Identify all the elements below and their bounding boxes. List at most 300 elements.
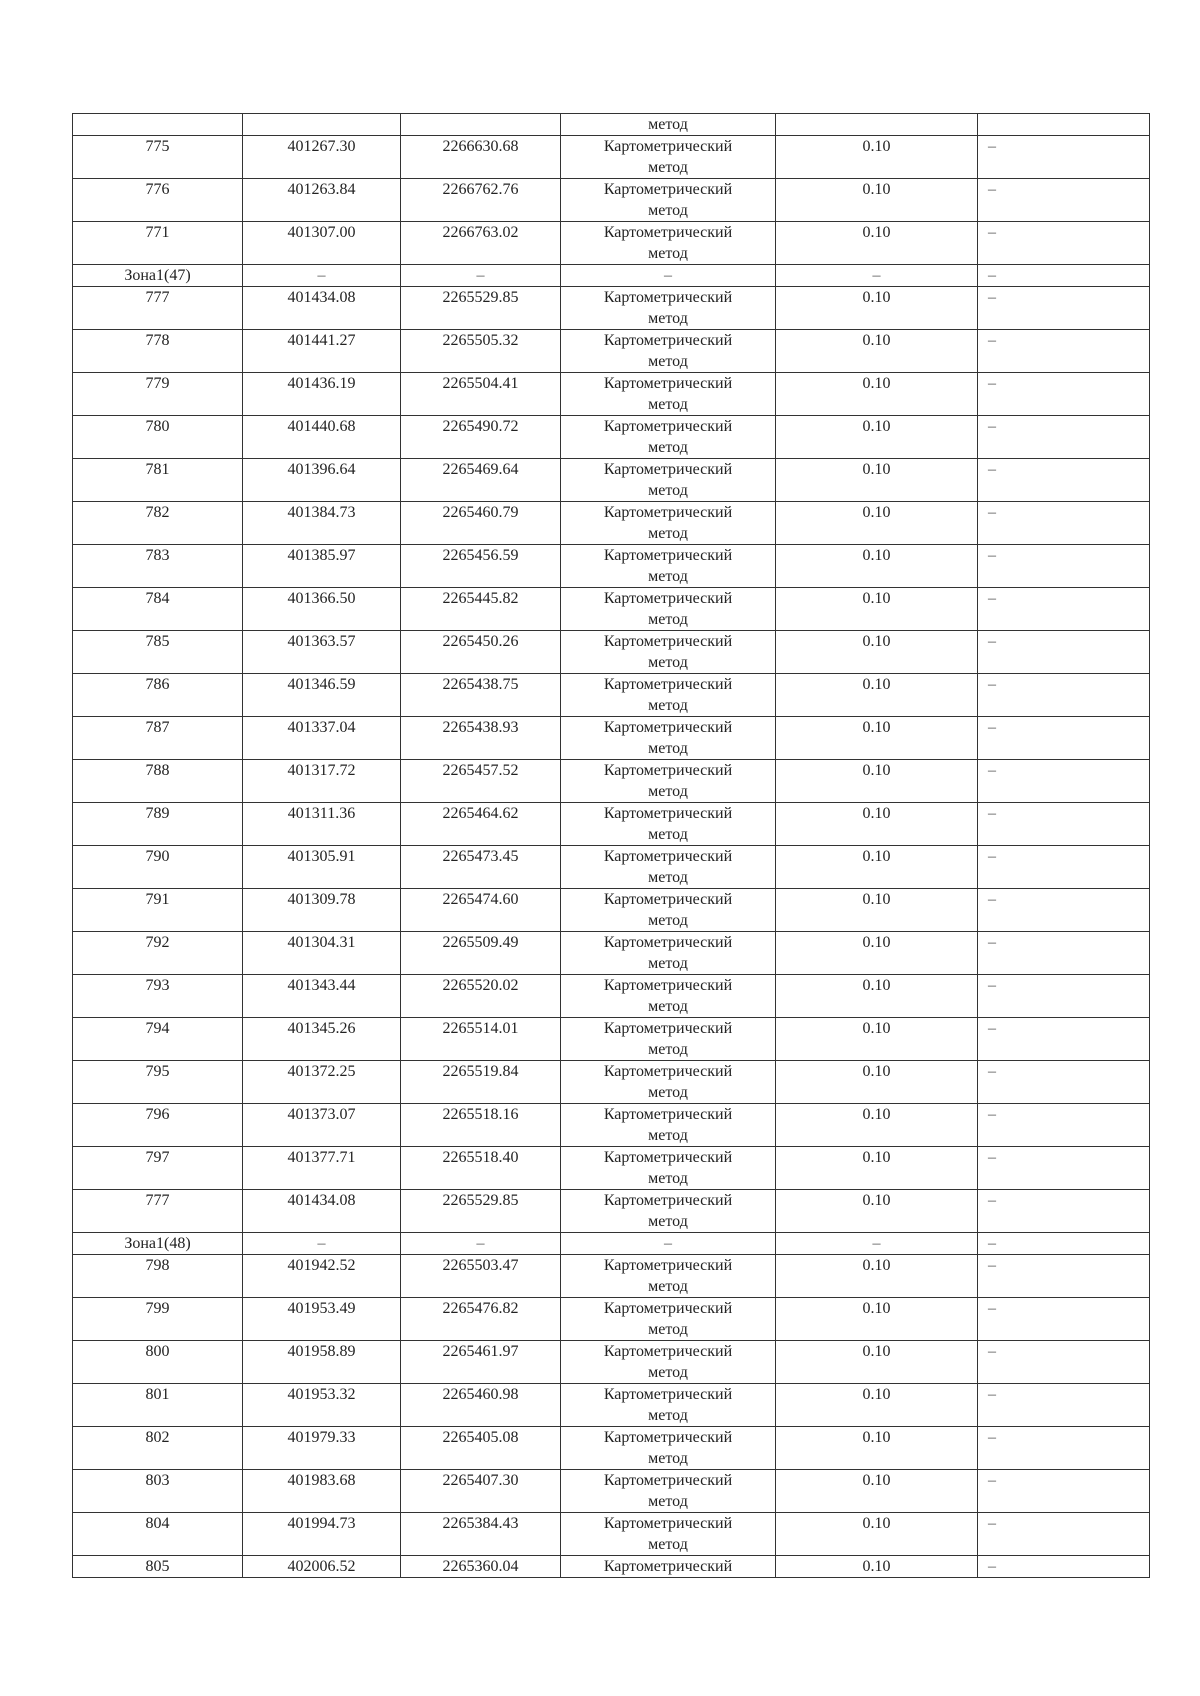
cell-num: 794 bbox=[73, 1018, 243, 1061]
cell-x: 401384.73 bbox=[243, 502, 401, 545]
cell-method bbox=[561, 459, 776, 502]
cell-x: 401983.68 bbox=[243, 1470, 401, 1513]
cell-method bbox=[561, 1018, 776, 1061]
cell-accuracy: 0.10 bbox=[776, 717, 978, 760]
cell-num: 779 bbox=[73, 373, 243, 416]
cell-accuracy: 0.10 bbox=[776, 846, 978, 889]
method-line-2: метод bbox=[648, 654, 688, 671]
cell-x: 401305.91 bbox=[243, 846, 401, 889]
cell-method: метод bbox=[561, 114, 776, 136]
cell-num: 777 bbox=[73, 287, 243, 330]
cell-x: 401434.08 bbox=[243, 287, 401, 330]
cell-y: 2265529.85 bbox=[401, 287, 561, 330]
method-line-2: метод bbox=[648, 912, 688, 929]
cell-num: 777 bbox=[73, 1190, 243, 1233]
method-line-1: Картометрический bbox=[603, 762, 733, 779]
cell-note: – bbox=[978, 1298, 1150, 1341]
cell-y: 2265460.79 bbox=[401, 502, 561, 545]
method-line-2: метод bbox=[648, 202, 688, 219]
method-line-1: Картометрический bbox=[603, 138, 733, 155]
table-row bbox=[73, 1556, 1150, 1578]
cell-num bbox=[73, 114, 243, 136]
cell-y: 2265518.16 bbox=[401, 1104, 561, 1147]
cell-method bbox=[561, 502, 776, 545]
cell-x: 401953.32 bbox=[243, 1384, 401, 1427]
cell-num: Зона1(48) bbox=[73, 1233, 243, 1255]
cell-method bbox=[561, 846, 776, 889]
table-row bbox=[73, 545, 1150, 588]
cell-y: 2265503.47 bbox=[401, 1255, 561, 1298]
cell-y: 2265474.60 bbox=[401, 889, 561, 932]
table-row bbox=[73, 1341, 1150, 1384]
cell-y: 2265384.43 bbox=[401, 1513, 561, 1556]
table-row bbox=[73, 932, 1150, 975]
cell-num: 801 bbox=[73, 1384, 243, 1427]
method-line-1: Картометрический bbox=[603, 1192, 733, 1209]
cell-y: 2265360.04 bbox=[401, 1556, 561, 1578]
cell-method bbox=[561, 373, 776, 416]
method-line-2: метод bbox=[648, 1493, 688, 1510]
table-row bbox=[73, 760, 1150, 803]
cell-note: – bbox=[978, 1018, 1150, 1061]
cell-y: 2266763.02 bbox=[401, 222, 561, 265]
cell-y: 2265438.93 bbox=[401, 717, 561, 760]
cell-note: – bbox=[978, 1233, 1150, 1255]
cell-note: – bbox=[978, 459, 1150, 502]
method-line-1: Картометрический bbox=[603, 1300, 733, 1317]
table-row bbox=[73, 179, 1150, 222]
table-row bbox=[73, 674, 1150, 717]
cell-accuracy: 0.10 bbox=[776, 674, 978, 717]
cell-y: – bbox=[401, 1233, 561, 1255]
cell-accuracy: 0.10 bbox=[776, 1470, 978, 1513]
table-row bbox=[73, 1190, 1150, 1233]
cell-y: 2266630.68 bbox=[401, 136, 561, 179]
method-line-2: метод bbox=[648, 1127, 688, 1144]
cell-note: – bbox=[978, 1255, 1150, 1298]
cell-accuracy: – bbox=[776, 1233, 978, 1255]
method-line-1: Картометрический bbox=[603, 1149, 733, 1166]
table-row bbox=[73, 373, 1150, 416]
method-line-2: метод bbox=[648, 783, 688, 800]
method-line-1: Картометрический bbox=[603, 676, 733, 693]
cell-note: – bbox=[978, 1384, 1150, 1427]
method-line-2: метод bbox=[648, 310, 688, 327]
cell-num: 793 bbox=[73, 975, 243, 1018]
cell-method bbox=[561, 1341, 776, 1384]
cell-accuracy: 0.10 bbox=[776, 1298, 978, 1341]
cell-x: – bbox=[243, 265, 401, 287]
cell-x: – bbox=[243, 1233, 401, 1255]
cell-note: – bbox=[978, 1147, 1150, 1190]
cell-accuracy: 0.10 bbox=[776, 330, 978, 373]
cell-note: – bbox=[978, 330, 1150, 373]
table-row bbox=[73, 416, 1150, 459]
cell-y: 2265505.32 bbox=[401, 330, 561, 373]
method-line-1: Картометрический bbox=[603, 181, 733, 198]
method-line-1: Картометрический bbox=[603, 1020, 733, 1037]
cell-accuracy: 0.10 bbox=[776, 975, 978, 1018]
cell-method bbox=[561, 222, 776, 265]
method-line-2: метод bbox=[648, 1084, 688, 1101]
cell-y: 2265520.02 bbox=[401, 975, 561, 1018]
table-row bbox=[73, 717, 1150, 760]
cell-accuracy: 0.10 bbox=[776, 1341, 978, 1384]
cell-y: 2265456.59 bbox=[401, 545, 561, 588]
cell-y: – bbox=[401, 265, 561, 287]
cell-x: 401263.84 bbox=[243, 179, 401, 222]
cell-note: – bbox=[978, 1470, 1150, 1513]
cell-accuracy: 0.10 bbox=[776, 631, 978, 674]
cell-accuracy: 0.10 bbox=[776, 1427, 978, 1470]
cell-x: 401372.25 bbox=[243, 1061, 401, 1104]
cell-y: 2265450.26 bbox=[401, 631, 561, 674]
cell-num: 785 bbox=[73, 631, 243, 674]
cell-accuracy bbox=[776, 114, 978, 136]
table-row bbox=[73, 588, 1150, 631]
cell-method bbox=[561, 416, 776, 459]
cell-accuracy: 0.10 bbox=[776, 459, 978, 502]
cell-x: 401267.30 bbox=[243, 136, 401, 179]
cell-accuracy: 0.10 bbox=[776, 416, 978, 459]
cell-x: 401958.89 bbox=[243, 1341, 401, 1384]
method-line-1: Картометрический bbox=[603, 805, 733, 822]
cell-x: 401441.27 bbox=[243, 330, 401, 373]
cell-accuracy: 0.10 bbox=[776, 889, 978, 932]
method-line-1: Картометрический bbox=[603, 1515, 733, 1532]
cell-x: 401317.72 bbox=[243, 760, 401, 803]
table-row bbox=[73, 803, 1150, 846]
cell-note: – bbox=[978, 674, 1150, 717]
cell-method bbox=[561, 1427, 776, 1470]
cell-accuracy: 0.10 bbox=[776, 287, 978, 330]
cell-method bbox=[561, 674, 776, 717]
cell-note: – bbox=[978, 136, 1150, 179]
cell-num: 802 bbox=[73, 1427, 243, 1470]
cell-y: 2265504.41 bbox=[401, 373, 561, 416]
cell-note: – bbox=[978, 545, 1150, 588]
method-line-2: метод bbox=[648, 1041, 688, 1058]
cell-x: 401942.52 bbox=[243, 1255, 401, 1298]
cell-num: 795 bbox=[73, 1061, 243, 1104]
cell-num: 782 bbox=[73, 502, 243, 545]
table-row bbox=[73, 1061, 1150, 1104]
cell-y: 2266762.76 bbox=[401, 179, 561, 222]
cell-num: 803 bbox=[73, 1470, 243, 1513]
table-row bbox=[73, 1298, 1150, 1341]
table-row bbox=[73, 502, 1150, 545]
cell-method bbox=[561, 545, 776, 588]
table-row bbox=[73, 1470, 1150, 1513]
method-line-2: метод bbox=[648, 955, 688, 972]
method-line-1: Картометрический bbox=[603, 977, 733, 994]
cell-y: 2265405.08 bbox=[401, 1427, 561, 1470]
cell-note: – bbox=[978, 1513, 1150, 1556]
cell-num: 805 bbox=[73, 1556, 243, 1578]
cell-note: – bbox=[978, 1341, 1150, 1384]
cell-accuracy: 0.10 bbox=[776, 1190, 978, 1233]
cell-num: 799 bbox=[73, 1298, 243, 1341]
method-line-1: Картометрический bbox=[603, 1343, 733, 1360]
method-line-1: – bbox=[664, 1235, 672, 1252]
cell-note: – bbox=[978, 932, 1150, 975]
continuation-row bbox=[73, 114, 1150, 136]
cell-y: 2265519.84 bbox=[401, 1061, 561, 1104]
table-row bbox=[73, 222, 1150, 265]
zone-header-row bbox=[73, 1233, 1150, 1255]
table-row bbox=[73, 631, 1150, 674]
method-line-1: Картометрический bbox=[603, 1386, 733, 1403]
cell-method bbox=[561, 179, 776, 222]
method-line-2: метод bbox=[648, 353, 688, 370]
cell-method bbox=[561, 1233, 776, 1255]
method-line-1: Картометрический bbox=[603, 891, 733, 908]
cell-note: – bbox=[978, 1556, 1150, 1578]
cell-x: 401385.97 bbox=[243, 545, 401, 588]
cell-x: 401366.50 bbox=[243, 588, 401, 631]
cell-accuracy: 0.10 bbox=[776, 502, 978, 545]
cell-num: 792 bbox=[73, 932, 243, 975]
cell-note: – bbox=[978, 588, 1150, 631]
cell-x: 401309.78 bbox=[243, 889, 401, 932]
cell-method bbox=[561, 136, 776, 179]
cell-x: 401304.31 bbox=[243, 932, 401, 975]
cell-method bbox=[561, 760, 776, 803]
table-row bbox=[73, 1384, 1150, 1427]
method-line-2: метод bbox=[648, 396, 688, 413]
coordinates-table bbox=[72, 113, 1150, 1578]
cell-method bbox=[561, 631, 776, 674]
table-row bbox=[73, 1513, 1150, 1556]
cell-x: 401343.44 bbox=[243, 975, 401, 1018]
cell-x: 401345.26 bbox=[243, 1018, 401, 1061]
cell-note: – bbox=[978, 631, 1150, 674]
cell-num: 804 bbox=[73, 1513, 243, 1556]
cell-num: 798 bbox=[73, 1255, 243, 1298]
cell-accuracy: 0.10 bbox=[776, 803, 978, 846]
table-row bbox=[73, 1104, 1150, 1147]
cell-accuracy: 0.10 bbox=[776, 179, 978, 222]
cell-y: 2265457.52 bbox=[401, 760, 561, 803]
cell-y: 2265490.72 bbox=[401, 416, 561, 459]
cell-x: 401363.57 bbox=[243, 631, 401, 674]
zone-header-row bbox=[73, 265, 1150, 287]
cell-num: 796 bbox=[73, 1104, 243, 1147]
cell-accuracy: 0.10 bbox=[776, 136, 978, 179]
table-row bbox=[73, 459, 1150, 502]
cell-num: 784 bbox=[73, 588, 243, 631]
method-line-1: Картометрический bbox=[603, 504, 733, 521]
cell-accuracy: – bbox=[776, 265, 978, 287]
cell-method bbox=[561, 1298, 776, 1341]
cell-accuracy: 0.10 bbox=[776, 1556, 978, 1578]
cell-num: 776 bbox=[73, 179, 243, 222]
table-row bbox=[73, 136, 1150, 179]
cell-accuracy: 0.10 bbox=[776, 588, 978, 631]
cell-y: 2265445.82 bbox=[401, 588, 561, 631]
cell-accuracy: 0.10 bbox=[776, 222, 978, 265]
cell-num: 800 bbox=[73, 1341, 243, 1384]
cell-accuracy: 0.10 bbox=[776, 545, 978, 588]
cell-x: 401377.71 bbox=[243, 1147, 401, 1190]
method-line-2: метод bbox=[648, 869, 688, 886]
method-line-2: метод bbox=[648, 998, 688, 1015]
cell-note: – bbox=[978, 179, 1150, 222]
method-line-1: Картометрический bbox=[603, 547, 733, 564]
cell-num: 786 bbox=[73, 674, 243, 717]
coordinates-table-body bbox=[73, 114, 1150, 1578]
method-line-1: Картометрический bbox=[603, 418, 733, 435]
cell-note: – bbox=[978, 717, 1150, 760]
cell-x bbox=[243, 114, 401, 136]
method-line-1: Картометрический bbox=[603, 1106, 733, 1123]
cell-note bbox=[978, 114, 1150, 136]
cell-note: – bbox=[978, 846, 1150, 889]
cell-x: 401953.49 bbox=[243, 1298, 401, 1341]
cell-method bbox=[561, 717, 776, 760]
method-line-1: Картометрический bbox=[603, 1472, 733, 1489]
cell-note: – bbox=[978, 889, 1150, 932]
method-line-1: Картометрический bbox=[603, 375, 733, 392]
cell-num: 783 bbox=[73, 545, 243, 588]
table-row bbox=[73, 330, 1150, 373]
method-line-2: метод bbox=[648, 1407, 688, 1424]
cell-x: 401440.68 bbox=[243, 416, 401, 459]
method-line-1: Картометрический bbox=[603, 1257, 733, 1274]
cell-method bbox=[561, 265, 776, 287]
cell-y: 2265518.40 bbox=[401, 1147, 561, 1190]
cell-accuracy: 0.10 bbox=[776, 1018, 978, 1061]
table-row bbox=[73, 889, 1150, 932]
method-line-2: метод bbox=[648, 482, 688, 499]
cell-method bbox=[561, 975, 776, 1018]
cell-num: 797 bbox=[73, 1147, 243, 1190]
method-line-2: метод bbox=[648, 1170, 688, 1187]
table-row bbox=[73, 287, 1150, 330]
method-line-1: Картометрический bbox=[603, 1558, 733, 1575]
cell-num: 787 bbox=[73, 717, 243, 760]
method-line-2: метод bbox=[648, 1536, 688, 1553]
cell-note: – bbox=[978, 1190, 1150, 1233]
method-line-1: Картометрический bbox=[603, 1063, 733, 1080]
cell-accuracy: 0.10 bbox=[776, 760, 978, 803]
cell-note: – bbox=[978, 1061, 1150, 1104]
cell-x: 401436.19 bbox=[243, 373, 401, 416]
cell-method bbox=[561, 889, 776, 932]
cell-num: 780 bbox=[73, 416, 243, 459]
cell-num: Зона1(47) bbox=[73, 265, 243, 287]
method-line-2: метод bbox=[648, 740, 688, 757]
cell-note: – bbox=[978, 287, 1150, 330]
cell-num: 778 bbox=[73, 330, 243, 373]
cell-method bbox=[561, 803, 776, 846]
table-row bbox=[73, 1255, 1150, 1298]
method-line-2: метод bbox=[648, 697, 688, 714]
cell-method bbox=[561, 1470, 776, 1513]
table-row bbox=[73, 1018, 1150, 1061]
cell-note: – bbox=[978, 373, 1150, 416]
method-line-2: метод bbox=[648, 245, 688, 262]
cell-x: 401311.36 bbox=[243, 803, 401, 846]
method-line-1: Картометрический bbox=[603, 719, 733, 736]
cell-method bbox=[561, 287, 776, 330]
table-row bbox=[73, 846, 1150, 889]
cell-num: 771 bbox=[73, 222, 243, 265]
method-line-1: Картометрический bbox=[603, 289, 733, 306]
cell-method bbox=[561, 1061, 776, 1104]
cell-method bbox=[561, 1384, 776, 1427]
cell-x: 401994.73 bbox=[243, 1513, 401, 1556]
method-line-2: метод bbox=[648, 439, 688, 456]
cell-x: 402006.52 bbox=[243, 1556, 401, 1578]
method-line-1: Картометрический bbox=[603, 848, 733, 865]
cell-x: 401396.64 bbox=[243, 459, 401, 502]
cell-x: 401434.08 bbox=[243, 1190, 401, 1233]
cell-num: 791 bbox=[73, 889, 243, 932]
cell-y: 2265461.97 bbox=[401, 1341, 561, 1384]
method-line-2: метод bbox=[648, 1364, 688, 1381]
method-line-1: Картометрический bbox=[603, 934, 733, 951]
method-line-2: метод bbox=[648, 525, 688, 542]
method-line-1: Картометрический bbox=[603, 633, 733, 650]
cell-method bbox=[561, 1255, 776, 1298]
method-line-2: метод bbox=[648, 1321, 688, 1338]
cell-note: – bbox=[978, 1427, 1150, 1470]
cell-num: 789 bbox=[73, 803, 243, 846]
cell-method bbox=[561, 588, 776, 631]
cell-method bbox=[561, 932, 776, 975]
cell-num: 781 bbox=[73, 459, 243, 502]
cell-y: 2265469.64 bbox=[401, 459, 561, 502]
cell-y: 2265476.82 bbox=[401, 1298, 561, 1341]
cell-method bbox=[561, 1190, 776, 1233]
method-line-1: Картометрический bbox=[603, 590, 733, 607]
method-line-1: Картометрический bbox=[603, 332, 733, 349]
cell-accuracy: 0.10 bbox=[776, 1147, 978, 1190]
method-line-1: Картометрический bbox=[603, 1429, 733, 1446]
cell-y: 2265514.01 bbox=[401, 1018, 561, 1061]
cell-num: 788 bbox=[73, 760, 243, 803]
cell-y: 2265509.49 bbox=[401, 932, 561, 975]
cell-note: – bbox=[978, 803, 1150, 846]
cell-x: 401337.04 bbox=[243, 717, 401, 760]
cell-note: – bbox=[978, 222, 1150, 265]
cell-y: 2265460.98 bbox=[401, 1384, 561, 1427]
method-line-1: Картометрический bbox=[603, 224, 733, 241]
method-line-1: Картометрический bbox=[603, 461, 733, 478]
cell-accuracy: 0.10 bbox=[776, 1255, 978, 1298]
cell-num: 775 bbox=[73, 136, 243, 179]
table-row bbox=[73, 1427, 1150, 1470]
cell-num: 790 bbox=[73, 846, 243, 889]
table-row bbox=[73, 1147, 1150, 1190]
cell-method bbox=[561, 330, 776, 373]
cell-x: 401307.00 bbox=[243, 222, 401, 265]
method-line-1: – bbox=[664, 267, 672, 284]
cell-x: 401346.59 bbox=[243, 674, 401, 717]
cell-method bbox=[561, 1104, 776, 1147]
method-line-2: метод bbox=[648, 159, 688, 176]
method-line-2: метод bbox=[648, 1450, 688, 1467]
method-line-2: метод bbox=[648, 826, 688, 843]
method-line-2: метод bbox=[648, 611, 688, 628]
cell-y: 2265529.85 bbox=[401, 1190, 561, 1233]
cell-accuracy: 0.10 bbox=[776, 1384, 978, 1427]
cell-y: 2265473.45 bbox=[401, 846, 561, 889]
cell-x: 401979.33 bbox=[243, 1427, 401, 1470]
cell-x: 401373.07 bbox=[243, 1104, 401, 1147]
cell-note: – bbox=[978, 416, 1150, 459]
